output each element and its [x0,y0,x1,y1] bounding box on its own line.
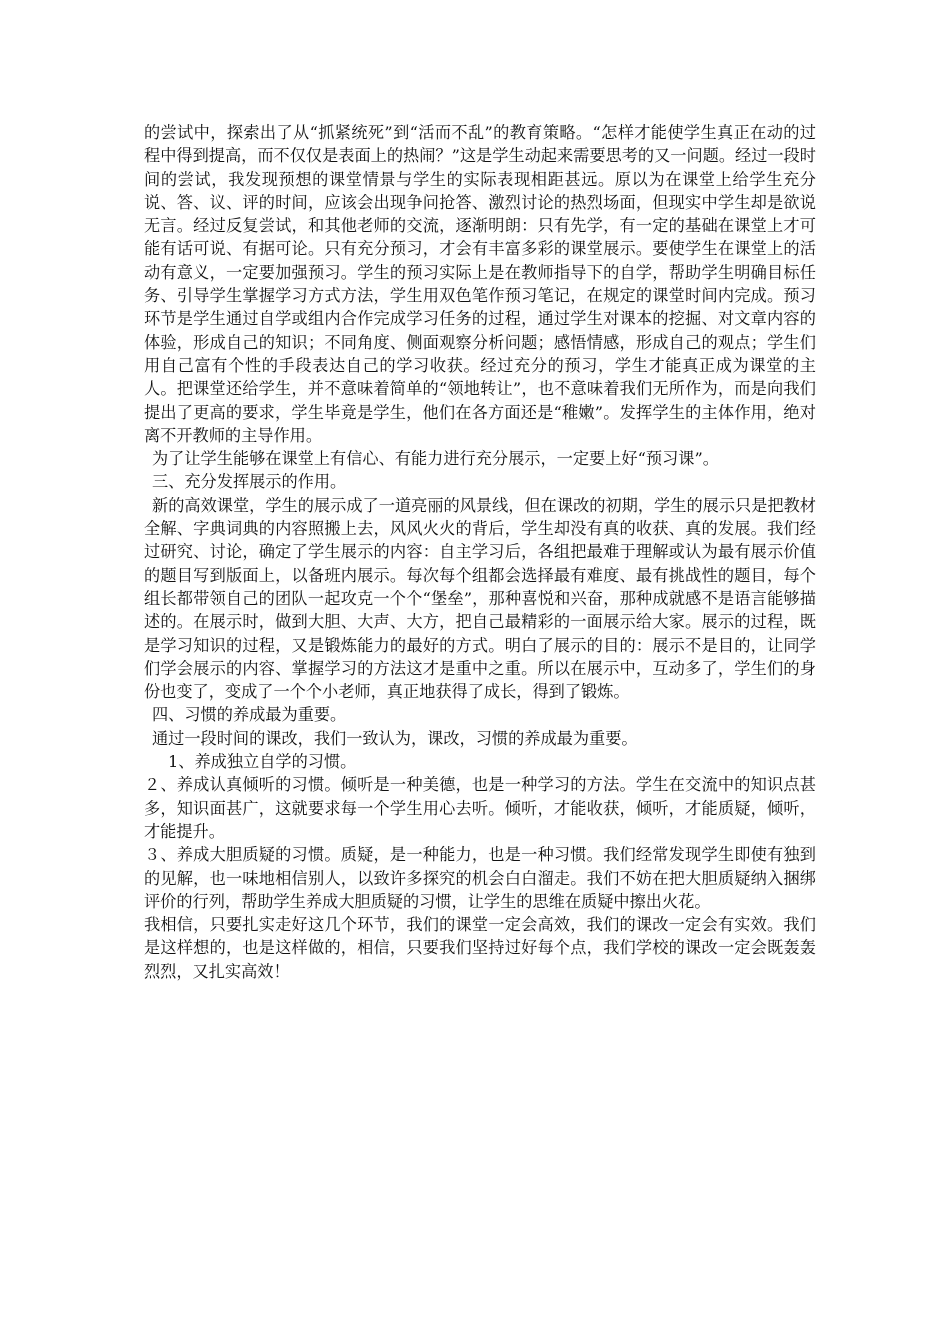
list-item-habit-1: 1、养成独立自学的习惯。 [168,752,357,772]
list-item-habit-3: ３、养成大胆质疑的习惯。质疑，是一种能力，也是一种习惯。我们经常发现学生即使有独到的见解，也一味地相信别人，以致许多探究的机会白白溜走。我们不妨在把大胆质疑纳入捆绑评价的行列，帮助学生养成大胆质疑的习惯，让学生的思维在质疑中擦出火花。 [144,845,816,911]
paragraph-conclusion: 我相信，只要扎实走好这几个环节，我们的课堂一定会高效，我们的课改一定会有实效。我们是这样想的，也是这样做的，相信，只要我们坚持过好每个点，我们学校的课改一定会既轰轰烈烈，又扎实高效！ [144,915,816,981]
section-heading-4: 四、习惯的养成最为重要。 [152,705,347,725]
paragraph-preview-class: 为了让学生能够在课堂上有信心、有能力进行充分展示，一定要上好“预习课”。 [152,449,719,469]
list-item-habit-2: ２、养成认真倾听的习惯。倾听是一种美德，也是一种学习的方法。学生在交流中的知识点甚多，知识面甚广，这就要求每一个学生用心去听。倾听，才能收获，倾听，才能质疑，倾听，才能提升。 [144,775,816,841]
paragraph-preview-strategy: 的尝试中，探索出了从“抓紧统死”到“活而不乱”的教育策略。“怎样才能使学生真正在动的过程中得到提高，而不仅仅是表面上的热闹？”这是学生动起来需要思考的又一问题。经过一段时间的尝试，我发现预想的课堂情景与学生的实际表现相距甚远。原以为在课堂上给学生充分说、答、议、评的时间，应该会出现争问抢答、激烈讨论的热烈场面，但现实中学生却是欲说无言。经过反复尝试，和其他老师的交流，逐渐明朗：只有先学，有一定的基础在课堂上才可能有话可说、有据可论。只有充分预习，才会有丰富多彩的课堂展示。要使学生在课堂上的活动有意义，一定要加强预习。学生的预习实际上是在教师指导下的自学，帮助学生明确目标任务、引导学生掌握学习方式方法，学生用双色笔作预习笔记，在规定的课堂时间内完成。预习环节是学生通过自学或组内合作完成学习任务的过程，通过学生对课本的挖掘、对文章内容的体验，形成自己的知识；不同角度、侧面观察分析问题；感悟情感，形成自己的观点；学生们用自己富有个性的手段表达自己的学习收获。经过充分的预习，学生才能真正成为课堂的主人。把课堂还给学生，并不意味着简单的“领地转让”，也不意味着我们无所作为，而是向我们提出了更高的要求，学生毕竟是学生，他们在各方面还是“稚嫩”。发挥学生的主体作用，绝对离不开教师的主导作用。 [144,123,816,445]
paragraph-showcase: 新的高效课堂，学生的展示成了一道亮丽的风景线，但在课改的初期，学生的展示只是把教材全解、字典词典的内容照搬上去，风风火火的背后，学生却没有真的收获、真的发展。我们经过研究、讨论，确定了学生展示的内容：自主学习后，各组把最难于理解或认为最有展示价值的题目写到版面上，以备班内展示。每次每个组都会选择最有难度、最有挑战性的题目，每个组长都带领自己的团队一起攻克一个个“堡垒”，那种喜悦和兴奋，那种成就感不是语言能够描述的。在展示时，做到大胆、大声、大方，把自己最精彩的一面展示给大家。展示的过程，既是学习知识的过程，又是锻炼能力的最好的方式。明白了展示的目的：展示不是目的，让同学们学会展示的内容、掌握学习的方法这才是重中之重。所以在展示中，互动多了，学生们的身份也变了，变成了一个个小老师，真正地获得了成长，得到了锻炼。 [144,495,816,702]
paragraph-habits-intro: 通过一段时间的课改，我们一致认为，课改，习惯的养成最为重要。 [152,728,638,748]
document-body [144,121,816,983]
section-heading-3: 三、充分发挥展示的作用。 [152,472,347,492]
